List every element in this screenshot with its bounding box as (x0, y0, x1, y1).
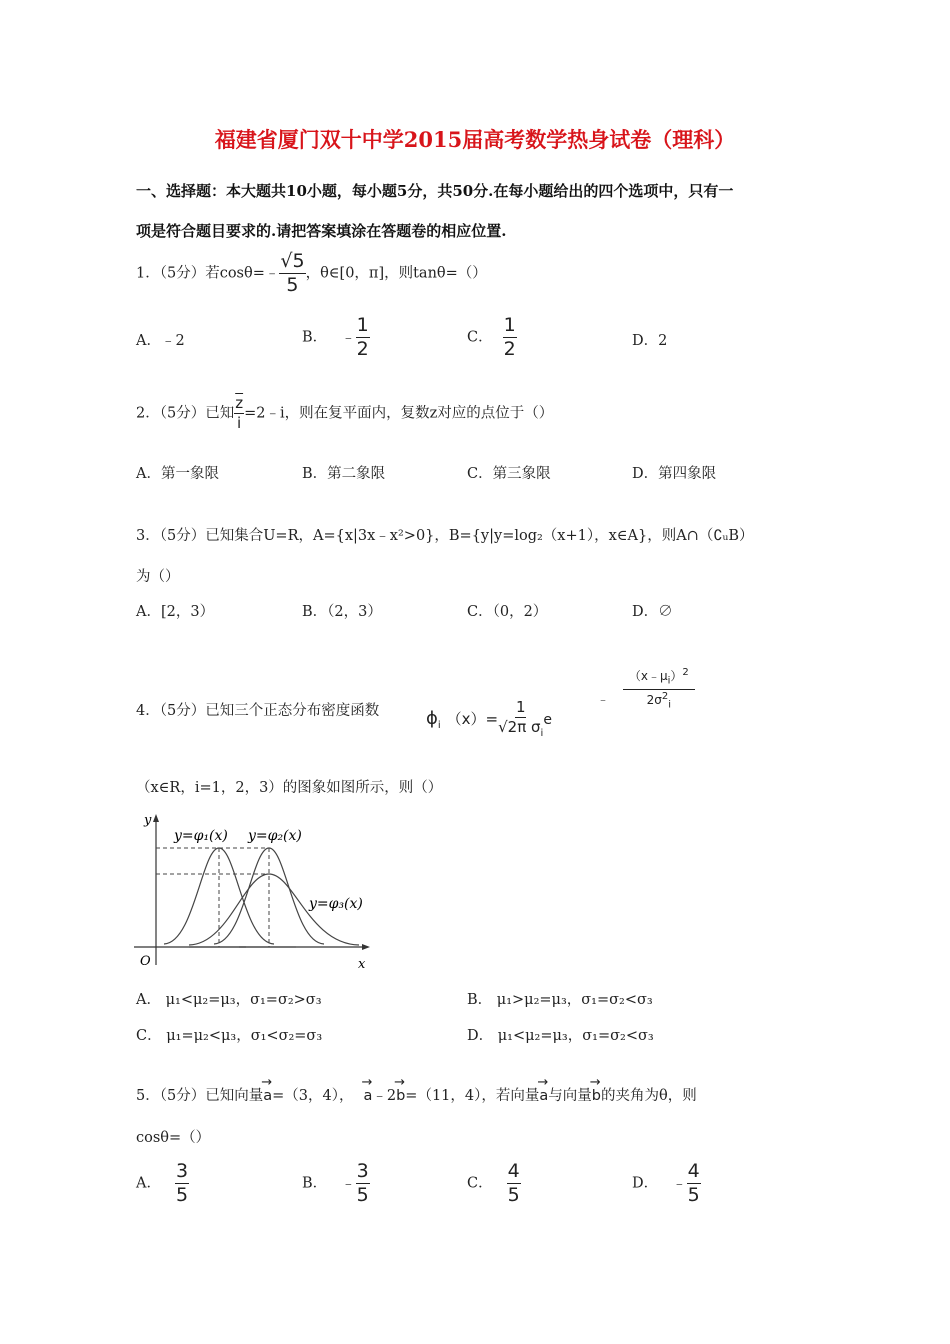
q5-a-fraction (175, 1162, 189, 1205)
q1-c-den: 2 (503, 338, 516, 360)
section-instructions-line2: 项是符合题目要求的.请把答案填涂在答题卷的相应位置. (136, 222, 507, 240)
q1-option-a: A．﹣2 (136, 333, 185, 349)
q5-vector-a: → a (263, 1088, 272, 1104)
q2-option-b: B．第二象限 (302, 466, 386, 482)
graph-label-phi3: y=φ₃(x) (309, 896, 363, 912)
q5-stem-t5: 的夹角为θ，则 (600, 1088, 697, 1104)
q5-vector-a-3: → a (539, 1088, 548, 1104)
q5-stem-t2: ﹣2 (372, 1088, 397, 1104)
q4-option-a: A． μ₁<μ₂=μ₃，σ₁=σ₂>σ₃ (136, 992, 322, 1008)
q5-stem-t1: =（3，4）， (272, 1088, 354, 1104)
q3-option-a: A．[2，3） (136, 604, 215, 620)
q5-vector-a-2: → a (363, 1088, 372, 1104)
q5-d-num: 4 (687, 1160, 700, 1182)
q4-exp-num-pow: 2 (682, 667, 689, 678)
graph-label-phi1: y=φ₁(x) (174, 828, 228, 844)
q2-option-c: C．第三象限 (467, 466, 551, 482)
q5-stem-t4: 与向量 (548, 1088, 592, 1104)
q1-b-fraction (356, 316, 370, 359)
q4-exp-num: （x﹣μ (628, 669, 668, 683)
q4-fraction (498, 700, 543, 739)
question-1 (136, 252, 487, 295)
q3-stem-line2: 为（） (136, 569, 180, 585)
q5-d-label: D． (632, 1175, 659, 1192)
q5-option-a (136, 1162, 189, 1205)
graph-y-label: y (144, 813, 152, 828)
q5-option-b (302, 1162, 370, 1205)
q5-vector-b-2: → b (592, 1088, 601, 1104)
q4-stem-pre: 4．（5分）已知三个正态分布密度函数 (136, 703, 380, 719)
q5-c-fraction (507, 1162, 521, 1205)
q4-arg: （x）= (446, 710, 499, 728)
q2-frac-den: i (237, 414, 242, 432)
q5-b-label: B． (302, 1175, 328, 1192)
q2-option-d: D．第四象限 (632, 466, 717, 482)
q1-frac-num: √5 (280, 250, 305, 272)
q5-stem-line2: cosθ=（） (136, 1130, 211, 1146)
graph-label-phi2: y=φ₂(x) (248, 828, 302, 844)
q4-phi-sub: i (437, 720, 441, 731)
q4-frac-den: √2π σ (498, 718, 541, 736)
q5-vector-b: → b (396, 1088, 405, 1104)
q5-stem-t3: =（11，4），若向量 (405, 1088, 540, 1104)
graph-x-label: x (358, 957, 366, 972)
q3-option-b: B．（2，3） (302, 604, 382, 620)
q1-b-den: 2 (356, 338, 369, 360)
q3-option-c: C．（0，2） (467, 604, 548, 620)
q1-option-b (302, 316, 370, 359)
q1-c-label: C． (467, 329, 493, 346)
q1-b-sign: ﹣ (341, 329, 356, 346)
page-title: 福建省厦门双十中学2015届高考数学热身试卷（理科） (214, 127, 736, 152)
q5-d-sign: ﹣ (672, 1175, 687, 1192)
q5-a-den: 5 (175, 1184, 189, 1206)
graph-origin-label: O (140, 954, 151, 969)
q4-option-b: B． μ₁>μ₂=μ₃，σ₁=σ₂<σ₃ (467, 992, 653, 1008)
q2-stem-pre: 2．（5分）已知 (136, 405, 235, 422)
q4-phi: ϕ (426, 708, 438, 729)
q5-c-den: 5 (507, 1184, 520, 1206)
q1-option-c (467, 316, 517, 359)
q2-frac-num: $\overline{z}$ (235, 394, 244, 412)
q4-exp-num-sub: i (667, 675, 671, 687)
q3-option-d: D．∅ (632, 604, 673, 620)
q5-a-label: A． (136, 1175, 161, 1192)
section-instructions-line1: 一、选择题：本大题共10小题，每小题5分，共50分.在每小题给出的四个选项中，只有一 (136, 182, 734, 200)
q1-b-label: B． (302, 329, 328, 346)
q1-stem-post: ，θ∈[0，π]，则tanθ=（） (305, 265, 487, 282)
q5-c-num: 4 (507, 1160, 520, 1182)
q2-stem-post: =2﹣i，则在复平面内，复数z对应的点位于（） (244, 405, 554, 422)
question-2 (136, 396, 553, 431)
q4-exp-num-post: ） (670, 669, 683, 683)
q4-exp-fraction (623, 668, 695, 711)
question-5 (136, 1084, 697, 1105)
q4-exponent (597, 668, 695, 711)
q5-b-den: 5 (356, 1184, 369, 1206)
q1-c-fraction (503, 316, 517, 359)
q1-b-num: 1 (356, 314, 369, 336)
q1-frac-den: 5 (286, 274, 299, 296)
q5-c-label: C． (467, 1175, 493, 1192)
q5-option-d (632, 1162, 701, 1205)
q1-stem-pre: 1．（5分）若cosθ=﹣ (136, 265, 280, 282)
q4-e: e (543, 712, 552, 728)
q5-b-sign: ﹣ (341, 1175, 356, 1192)
q5-b-num: 3 (356, 1160, 369, 1182)
q5-option-c (467, 1162, 521, 1205)
q1-fraction (279, 252, 305, 295)
q4-formula (426, 700, 552, 739)
q1-c-num: 1 (503, 314, 516, 336)
q4-option-c: C． μ₁=μ₂<μ₃，σ₁<σ₂=σ₃ (136, 1028, 323, 1044)
q4-option-d: D． μ₁<μ₂=μ₃，σ₁=σ₂<σ₃ (467, 1028, 654, 1044)
q1-option-d: D．2 (632, 333, 668, 349)
q4-exp-sign: ﹣ (597, 691, 610, 706)
q5-stem-pre: 5．（5分）已知向量 (136, 1088, 264, 1104)
q2-option-a: A．第一象限 (136, 466, 219, 482)
q5-b-fraction (356, 1162, 370, 1205)
q3-stem-line1: 3．（5分）已知集合U=R，A={x|3x﹣x²>0}，B={y|y=log₂（x+1），x∈A}，则A∩（∁ᵤB） (136, 528, 754, 544)
q4-exp-den-pow: 2 (661, 691, 669, 703)
q5-a-num: 3 (175, 1160, 189, 1182)
normal-distribution-graph (134, 810, 374, 975)
q4-frac-den-sub: i (540, 728, 544, 739)
q4-exp-den-sub: i (668, 699, 671, 711)
q5-d-den: 5 (687, 1184, 700, 1206)
q4-frac-num: 1 (515, 698, 526, 716)
q4-stem-line2: （x∈R，i=1，2，3）的图象如图所示，则（） (136, 780, 443, 796)
q4-exp-den: 2σ (646, 693, 662, 708)
q2-fraction (234, 396, 244, 431)
q5-d-fraction (687, 1162, 701, 1205)
